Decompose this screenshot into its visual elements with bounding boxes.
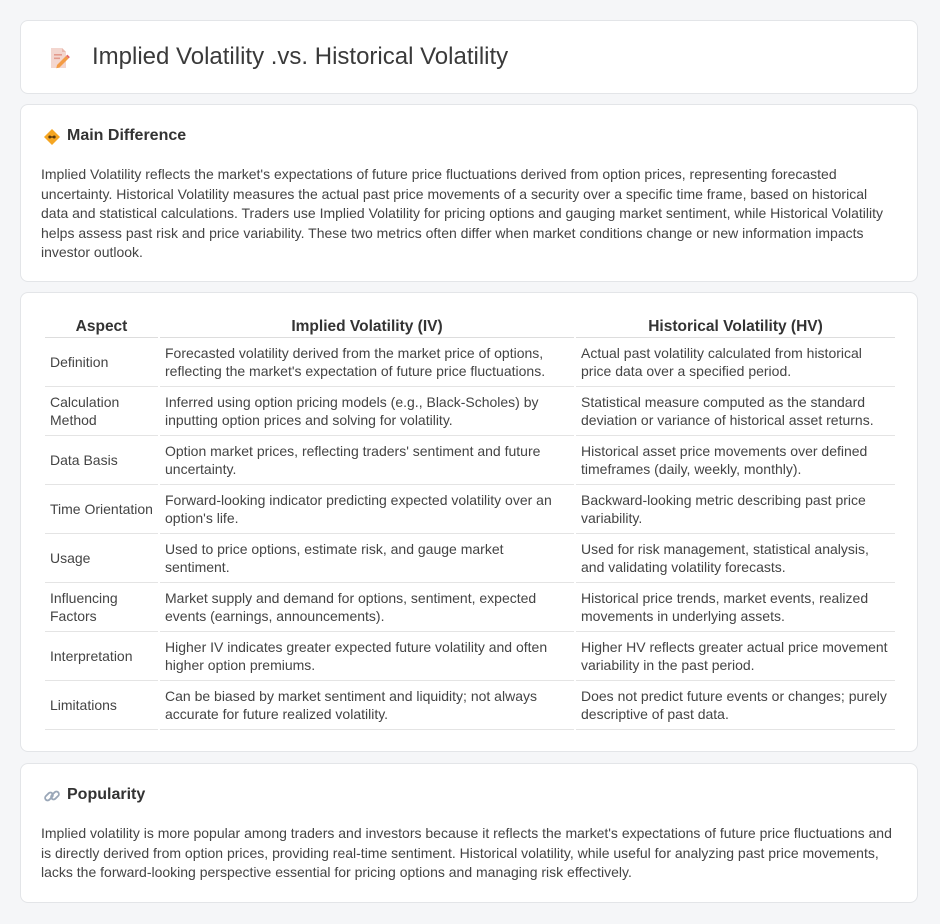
table-row [45,534,895,583]
aspect-cell: Interpretation [45,632,158,681]
hv-cell: Does not predict future events or changes; purely descriptive of past data. [576,681,895,730]
hv-cell: Statistical measure computed as the standard deviation or variance of historical asset returns. [576,387,895,436]
aspect-cell: Usage [45,534,158,583]
popularity-heading: Popularity [67,786,146,803]
popularity-text: Implied volatility is more popular among traders and investors because it reflects the market's expectations of future price fluctuations and is directly derived from option prices, providing real-time sentiment. Historical volatility, while useful for analyzing past price movements, lacks the forward-looking perspective essential for pricing options and managing risk effectively. [41,825,892,880]
header-historical-volatility: Historical Volatility (HV) [576,317,895,338]
iv-cell: Market supply and demand for options, sentiment, expected events (earnings, announcements). [160,583,574,632]
iv-cell: Option market prices, reflecting traders' sentiment and future uncertainty. [160,436,574,485]
main-difference-heading: Main Difference [67,127,187,144]
iv-cell: Forward-looking indicator predicting expected volatility over an option's life. [160,485,574,534]
header-aspect: Aspect [45,317,158,338]
aspect-cell: Influencing Factors [45,583,158,632]
table-row [45,632,895,681]
table-row [45,583,895,632]
diamond-badge-icon [43,128,61,146]
table-row [45,485,895,534]
iv-cell: Inferred using option pricing models (e.g., Black-Scholes) by inputting option prices and solving for volatility. [160,387,574,436]
hv-cell: Higher HV reflects greater actual price movement variability in the past period. [576,632,895,681]
aspect-cell: Limitations [45,681,158,730]
table-row [45,681,895,730]
hv-cell: Used for risk management, statistical analysis, and validating volatility forecasts. [576,534,895,583]
table-row [45,387,895,436]
aspect-cell: Time Orientation [45,485,158,534]
main-difference-section [20,104,918,282]
hv-cell: Historical asset price movements over defined timeframes (daily, weekly, monthly). [576,436,895,485]
iv-cell: Can be biased by market sentiment and liquidity; not always accurate for future realized volatility. [160,681,574,730]
iv-cell: Forecasted volatility derived from the market price of options, reflecting the market's expectation of future price fluctuations. [160,338,574,387]
hv-cell: Historical price trends, market events, realized movements in underlying assets. [576,583,895,632]
header-implied-volatility: Implied Volatility (IV) [160,317,574,338]
popularity-section [20,763,918,903]
hv-cell: Actual past volatility calculated from historical price data over a specified period. [576,338,895,387]
table-header-row [45,317,895,338]
aspect-cell: Definition [45,338,158,387]
comparison-table [43,317,897,730]
main-difference-text: Implied Volatility reflects the market's expectations of future price fluctuations derived from option prices, representing forecasted uncertainty. Historical Volatility measures the actual past price movements of a security over a specific time frame, based on historical data and statistical calculations. Traders use Implied Volatility for pricing options and gauging market sentiment, while Historical Volatility helps assess past risk and price variability. These two metrics often differ when market conditions change or new information impacts investor outlook. [41,166,883,260]
table-row [45,338,895,387]
document-edit-icon [47,46,71,70]
link-icon [43,787,61,805]
hv-cell: Backward-looking metric describing past price variability. [576,485,895,534]
title-card [20,20,918,94]
table-row [45,436,895,485]
aspect-cell: Calculation Method [45,387,158,436]
aspect-cell: Data Basis [45,436,158,485]
page-title: Implied Volatility .vs. Historical Volatility [92,43,509,70]
iv-cell: Used to price options, estimate risk, and gauge market sentiment. [160,534,574,583]
iv-cell: Higher IV indicates greater expected future volatility and often higher option premiums. [160,632,574,681]
comparison-section [20,292,918,752]
